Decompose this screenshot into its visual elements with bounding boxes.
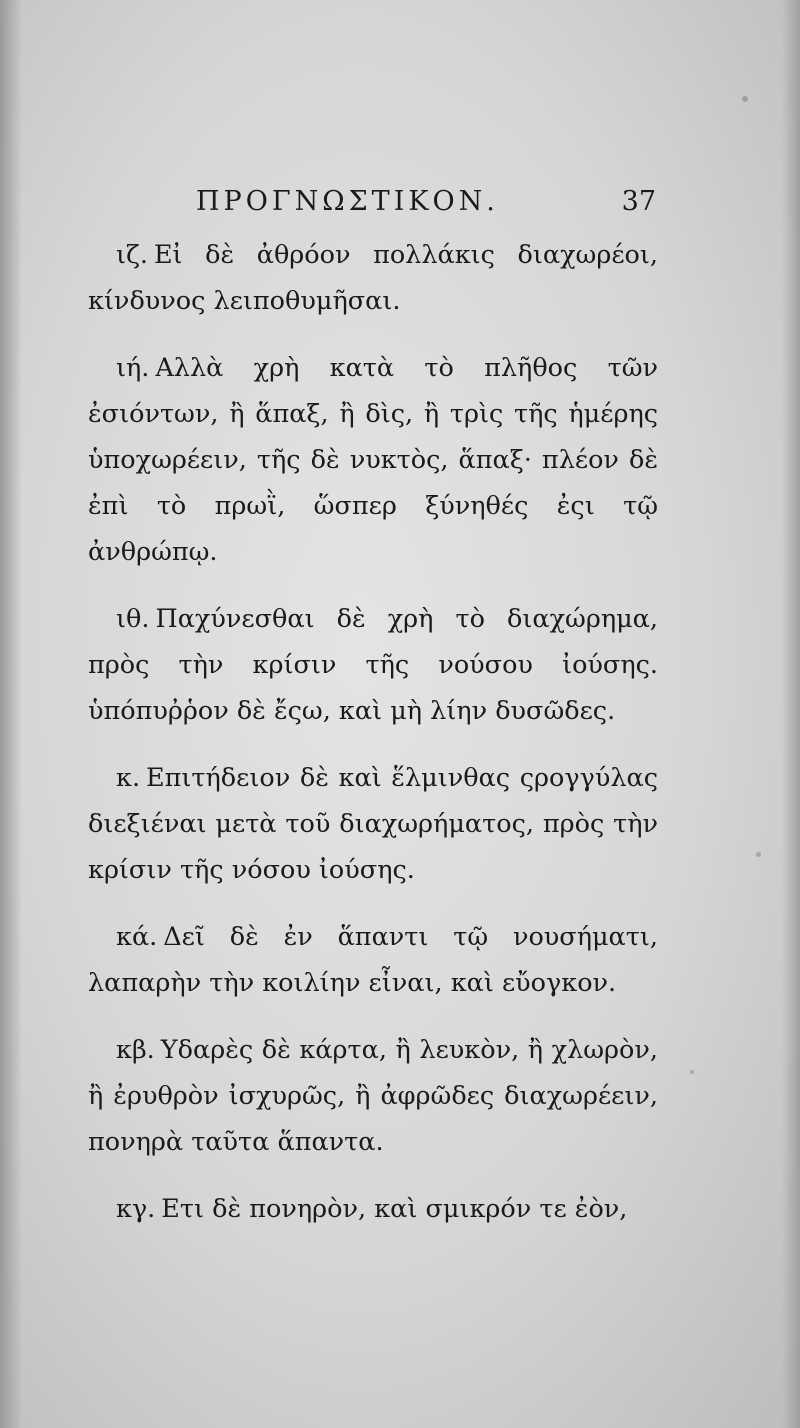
aphorism-17 (88, 232, 658, 324)
aphorism-text: Αλλὰ χρὴ κατὰ τὸ πλῆθος τῶν ἐσιόντων, ἢ ἅπαξ, ἢ δὶς, ἢ τρὶς τῆς ἡμέρης ὑποχωρέειν, τῆς δὲ νυκτὸς, ἅπαξ· πλέον δὲ ἐπὶ τὸ πρωῒ, ὥσπερ ξύνηθές ἐςι τῷ ἀνθρώπῳ. (88, 353, 658, 567)
aphorism-number: κ. (116, 763, 141, 793)
aphorism-number: ιθ. (116, 604, 150, 634)
aphorism-text: Επιτήδειον δὲ καὶ ἕλμινθας ςρογγύλας διεξιέναι μετὰ τοῦ διαχωρήματος, πρὸς τὴν κρίσιν τῆς νόσου ἰούσης. (88, 763, 658, 885)
page-text (88, 186, 658, 1253)
aphorism-number: κγ. (116, 1194, 156, 1224)
aphorism-22 (88, 1027, 658, 1165)
aphorism-text: Δεῖ δὲ ἐν ἅπαντι τῷ νουσήματι, λαπαρὴν τὴν κοιλίην εἶναι, καὶ εὔογκον. (88, 922, 658, 998)
aphorism-text: Ετι δὲ πονηρὸν, καὶ σμικρόν τε ἐὸν, (161, 1194, 628, 1224)
aphorism-text: Εἰ δὲ ἀθρόον πολλάκις διαχωρέοι, κίνδυνος λειποθυμῆσαι. (88, 240, 658, 316)
aphorism-number: ιζ. (116, 240, 148, 270)
aphorism-number: ιή. (116, 353, 150, 383)
aphorism-23 (88, 1186, 658, 1232)
page-edge-shadow-left (0, 0, 22, 1428)
page-number: 37 (621, 186, 656, 217)
aphorism-18 (88, 345, 658, 575)
ink-spot (742, 96, 748, 102)
aphorism-number: κά. (116, 922, 158, 952)
ink-spot (756, 852, 761, 857)
page-edge-shadow-right (782, 0, 800, 1428)
aphorism-21 (88, 914, 658, 1006)
aphorism-number: κβ. (116, 1035, 155, 1065)
aphorism-19 (88, 596, 658, 734)
page-header (88, 186, 658, 232)
aphorism-text: Υδαρὲς δὲ κάρτα, ἢ λευκὸν, ἢ χλωρὸν, ἢ ἐρυθρὸν ἰσχυρῶς, ἢ ἀφρῶδες διαχωρέειν, πονηρὰ ταῦτα ἅπαντα. (88, 1035, 658, 1157)
aphorism-20 (88, 755, 658, 893)
ink-spot (690, 1070, 694, 1074)
running-title: ΠΡΟΓΝΩΣΤΙΚΟΝ. (196, 186, 499, 217)
aphorism-text: Παχύνεσθαι δὲ χρὴ τὸ διαχώρημα, πρὸς τὴν κρίσιν τῆς νούσου ἰούσης. ὑπόπυῤῥον δὲ ἔςω, καὶ μὴ λίην δυσῶδες. (88, 604, 658, 726)
